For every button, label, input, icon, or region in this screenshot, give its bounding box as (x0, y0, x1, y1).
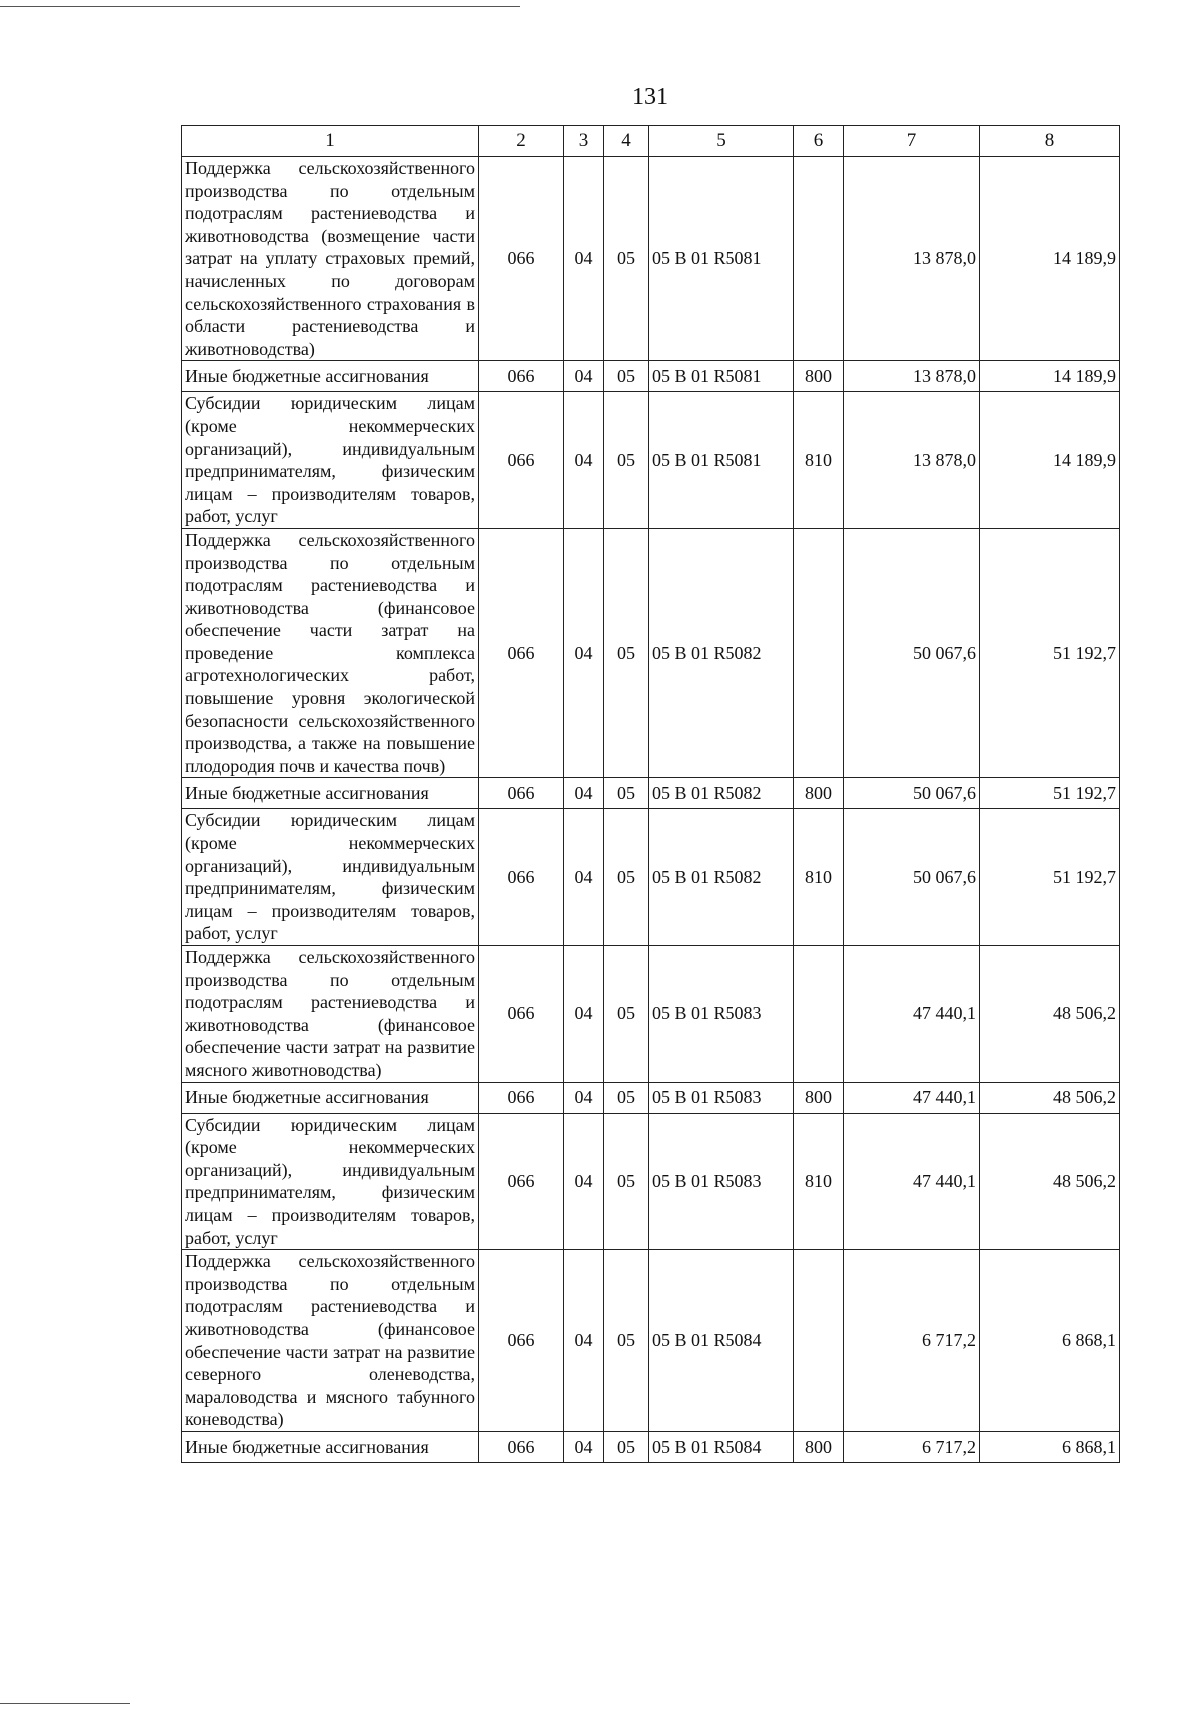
row-amount-year2: 51 192,7 (980, 809, 1120, 946)
row-code-expense-type: 810 (794, 392, 844, 529)
row-code-ministry: 066 (479, 361, 564, 392)
row-amount-year2: 48 506,2 (980, 1082, 1120, 1113)
row-code-section: 04 (564, 1113, 604, 1250)
row-code-subsection: 05 (604, 946, 649, 1083)
row-code-section: 04 (564, 778, 604, 809)
row-amount-year1: 47 440,1 (844, 946, 980, 1083)
table-row (182, 361, 1120, 392)
row-code-ministry: 066 (479, 778, 564, 809)
table-row (182, 392, 1120, 529)
row-code-subsection: 05 (604, 1250, 649, 1432)
row-amount-year2: 48 506,2 (980, 946, 1120, 1083)
row-code-ministry: 066 (479, 1082, 564, 1113)
row-amount-year1: 47 440,1 (844, 1082, 980, 1113)
budget-table (181, 125, 1120, 1463)
row-code-target: 05 В 01 R5081 (649, 157, 794, 361)
row-name: Поддержка сельскохозяйственного производства по отдельным подотраслям растениеводства и животноводства (финансовое обеспечение части затрат на развитие северного оленеводства, мараловодства и мясного табунного коневодства) (182, 1250, 479, 1432)
row-code-expense-type: 800 (794, 1082, 844, 1113)
row-code-expense-type (794, 528, 844, 778)
row-code-target: 05 В 01 R5082 (649, 809, 794, 946)
row-code-section: 04 (564, 809, 604, 946)
scan-artifact-top-line (0, 6, 520, 7)
row-name: Поддержка сельскохозяйственного производства по отдельным подотраслям растениеводства и животноводства (финансовое обеспечение части затрат на развитие мясного животноводства) (182, 946, 479, 1083)
row-code-subsection: 05 (604, 1113, 649, 1250)
row-name: Поддержка сельскохозяйственного производства по отдельным подотраслям растениеводства и животноводства (финансовое обеспечение части затрат на проведение комплекса агротехнологических работ, повышение уровня экологической безопасности сельскохозяйственного производства, а также на повышение плодородия почв и качества почв) (182, 528, 479, 778)
row-code-expense-type: 800 (794, 778, 844, 809)
row-name: Субсидии юридическим лицам (кроме некоммерческих организаций), индивидуальным предпринимателям, физическим лицам – производителям товаров, работ, услуг (182, 809, 479, 946)
row-code-section: 04 (564, 392, 604, 529)
row-amount-year1: 50 067,6 (844, 528, 980, 778)
row-code-subsection: 05 (604, 528, 649, 778)
header-col-2: 2 (479, 126, 564, 157)
header-col-3: 3 (564, 126, 604, 157)
row-amount-year2: 14 189,9 (980, 157, 1120, 361)
row-amount-year1: 13 878,0 (844, 361, 980, 392)
row-code-section: 04 (564, 528, 604, 778)
row-amount-year1: 50 067,6 (844, 778, 980, 809)
row-amount-year1: 50 067,6 (844, 809, 980, 946)
row-amount-year1: 47 440,1 (844, 1113, 980, 1250)
row-code-ministry: 066 (479, 809, 564, 946)
row-code-expense-type (794, 157, 844, 361)
scan-artifact-bottom-line (0, 1703, 130, 1704)
row-code-subsection: 05 (604, 778, 649, 809)
row-code-subsection: 05 (604, 809, 649, 946)
row-code-subsection: 05 (604, 1082, 649, 1113)
row-code-expense-type (794, 946, 844, 1083)
row-amount-year1: 13 878,0 (844, 157, 980, 361)
row-amount-year2: 6 868,1 (980, 1431, 1120, 1462)
table-row (182, 1250, 1120, 1432)
header-row (182, 126, 1120, 157)
row-code-target: 05 В 01 R5083 (649, 946, 794, 1083)
row-code-target: 05 В 01 R5082 (649, 778, 794, 809)
table-row (182, 809, 1120, 946)
header-col-4: 4 (604, 126, 649, 157)
row-name: Иные бюджетные ассигнования (182, 1082, 479, 1113)
row-code-ministry: 066 (479, 1250, 564, 1432)
row-name: Субсидии юридическим лицам (кроме некоммерческих организаций), индивидуальным предпринимателям, физическим лицам – производителям товаров, работ, услуг (182, 1113, 479, 1250)
row-name: Субсидии юридическим лицам (кроме некоммерческих организаций), индивидуальным предпринимателям, физическим лицам – производителям товаров, работ, услуг (182, 392, 479, 529)
row-name: Иные бюджетные ассигнования (182, 778, 479, 809)
row-amount-year2: 48 506,2 (980, 1113, 1120, 1250)
row-name: Иные бюджетные ассигнования (182, 1431, 479, 1462)
row-amount-year2: 6 868,1 (980, 1250, 1120, 1432)
row-code-expense-type: 810 (794, 809, 844, 946)
row-code-subsection: 05 (604, 392, 649, 529)
row-code-ministry: 066 (479, 392, 564, 529)
header-col-6: 6 (794, 126, 844, 157)
row-amount-year1: 13 878,0 (844, 392, 980, 529)
row-code-expense-type: 810 (794, 1113, 844, 1250)
row-code-section: 04 (564, 157, 604, 361)
row-code-section: 04 (564, 946, 604, 1083)
row-amount-year1: 6 717,2 (844, 1431, 980, 1462)
row-code-ministry: 066 (479, 528, 564, 778)
row-code-expense-type: 800 (794, 361, 844, 392)
row-code-section: 04 (564, 1431, 604, 1462)
table-row (182, 1113, 1120, 1250)
row-name: Поддержка сельскохозяйственного производства по отдельным подотраслям растениеводства и животноводства (возмещение части затрат на уплату страховых премий, начисленных по договорам сельскохозяйственного страхования в области растениеводства и животноводства) (182, 157, 479, 361)
row-code-subsection: 05 (604, 157, 649, 361)
row-amount-year1: 6 717,2 (844, 1250, 980, 1432)
row-code-ministry: 066 (479, 157, 564, 361)
table-row (182, 1082, 1120, 1113)
header-col-8: 8 (980, 126, 1120, 157)
table-row (182, 157, 1120, 361)
row-code-ministry: 066 (479, 1113, 564, 1250)
row-code-subsection: 05 (604, 1431, 649, 1462)
row-code-target: 05 В 01 R5083 (649, 1113, 794, 1250)
row-code-target: 05 В 01 R5081 (649, 392, 794, 529)
row-amount-year2: 14 189,9 (980, 392, 1120, 529)
row-code-subsection: 05 (604, 361, 649, 392)
row-code-expense-type (794, 1250, 844, 1432)
row-name: Иные бюджетные ассигнования (182, 361, 479, 392)
row-code-section: 04 (564, 361, 604, 392)
page-number: 131 (632, 84, 668, 110)
row-code-target: 05 В 01 R5082 (649, 528, 794, 778)
row-amount-year2: 51 192,7 (980, 778, 1120, 809)
row-code-ministry: 066 (479, 1431, 564, 1462)
row-code-target: 05 В 01 R5084 (649, 1250, 794, 1432)
row-code-expense-type: 800 (794, 1431, 844, 1462)
header-col-5: 5 (649, 126, 794, 157)
header-col-1: 1 (182, 126, 479, 157)
row-code-target: 05 В 01 R5081 (649, 361, 794, 392)
table-row (182, 778, 1120, 809)
header-col-7: 7 (844, 126, 980, 157)
row-code-section: 04 (564, 1082, 604, 1113)
row-code-section: 04 (564, 1250, 604, 1432)
row-code-ministry: 066 (479, 946, 564, 1083)
row-code-target: 05 В 01 R5084 (649, 1431, 794, 1462)
table-row (182, 528, 1120, 778)
table-row (182, 946, 1120, 1083)
row-amount-year2: 51 192,7 (980, 528, 1120, 778)
row-code-target: 05 В 01 R5083 (649, 1082, 794, 1113)
table-row (182, 1431, 1120, 1462)
row-amount-year2: 14 189,9 (980, 361, 1120, 392)
